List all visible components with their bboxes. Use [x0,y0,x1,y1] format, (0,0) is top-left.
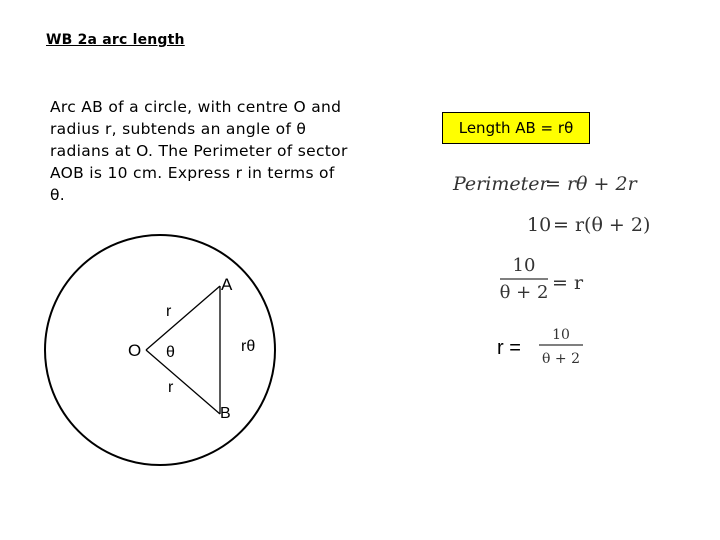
working-line4-lhs: r = [497,337,521,359]
working-line3-rhs: = r [552,272,584,294]
label-r-top: r [166,303,172,320]
label-theta: θ [166,344,175,361]
working-line1-rhs: = rθ + 2r [545,173,637,195]
label-A: A [221,275,233,294]
working-line1-lhs: Perimeter [453,173,549,195]
arc-length-formula-text: Length AB = rθ [458,119,574,137]
radius-OA [146,286,220,350]
radius-OB [146,350,220,414]
problem-statement: Arc AB of a circle, with centre O and radius r, subtends an angle of θ radians at O. The Perimeter of sector AOB is 10 cm. Express r in terms of θ. [50,98,348,204]
label-B: B [220,405,231,422]
label-O: O [128,341,142,360]
working-line3-numerator: 10 [512,255,536,276]
page-title: WB 2a arc length [46,32,185,48]
working-line2-lhs: 10 [527,214,552,236]
working-line4-numerator: 10 [552,327,570,343]
working-line2-rhs: = r(θ + 2) [553,214,651,236]
working-line3-denominator: θ + 2 [499,282,549,303]
label-r-bottom: r [168,379,174,396]
label-arc-length: rθ [241,338,256,355]
working-line4-denominator: θ + 2 [542,351,580,367]
